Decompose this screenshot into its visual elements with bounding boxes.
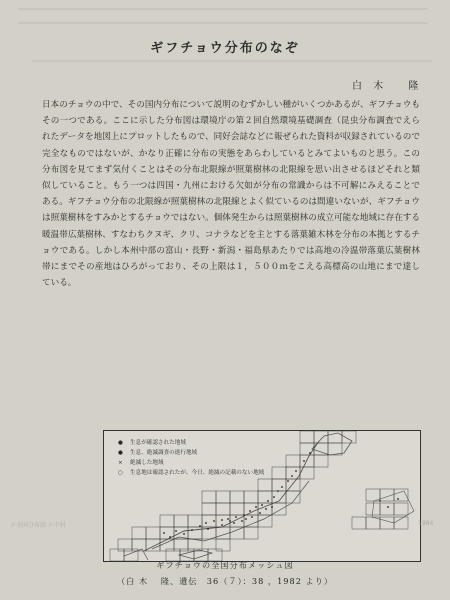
- occurrence-point: [271, 506, 273, 508]
- mesh-cell: [244, 515, 258, 527]
- occurrence-point: [183, 533, 185, 535]
- mesh-cell: [258, 515, 272, 527]
- occurrence-point: [205, 522, 207, 524]
- occurrence-point: [163, 532, 165, 534]
- occurrence-point: [295, 470, 297, 472]
- legend-symbol: ●: [118, 440, 123, 446]
- occurrence-point: [207, 528, 209, 530]
- mesh-cell: [244, 503, 258, 515]
- occurrence-point: [261, 504, 263, 506]
- body-paragraph: 日本のチョウの中で、その国内分布について説明のむずかしい種がいくつかあるが、ギフチョウもその一つである。ここに示した分布図は環境庁の第２回自然環境基礎調査（昆虫分布調査でえられたデータを地図上にプロットしたもので、同好会誌などに報ぜられた資料が収録されているので完全なものではないが、かなり正確に分布の実態をあらわしているとみてよいものと思う。この分布図を見てまず気付くことはその分布北限線が照葉樹林の北限線を思い出させるほどそれと類似していること。もう一つは四国・九州における欠如が分布の常識からは不可解にみえることである。ギフチョウ分布の北限線が照葉樹林の北限線とよく似ているのは間違いないが、ギフチョウは照葉樹林をすみかとするチョウではない。個体発生からは照葉樹林の成立可能な地域に存在する暖温帯広葉樹林、すなわちクヌギ、クリ、コナラなどを主とする落葉雑木林を分布の本拠とするチョウである。しかし本州中部の富山・長野・新潟・福島県あたりでは高地の冷温帯落葉広葉樹林帯にまでその産地はひろがっており、その上限は１，５００ｍをこえる高標高の山地にまで達している。: [42, 100, 420, 289]
- mesh-cell: [216, 491, 230, 503]
- mesh-cell: [328, 431, 342, 443]
- mesh-cell: [342, 431, 356, 443]
- mesh-cell: [244, 527, 258, 539]
- figure-source: （白 木 隆、遺伝 36（７）：38 ，1982 より）: [116, 576, 334, 586]
- mesh-cell: [188, 527, 202, 539]
- occurrence-point: [273, 496, 275, 498]
- occurrence-point: [233, 522, 235, 524]
- mesh-cell: [366, 489, 380, 501]
- shikoku-coastline: [179, 550, 212, 559]
- mesh-cell: [174, 515, 188, 527]
- occurrence-point: [221, 524, 223, 526]
- occurrence-point: [249, 510, 251, 512]
- mesh-cell: [230, 503, 244, 515]
- occurrence-point: [245, 518, 247, 520]
- legend-symbol: ×: [118, 460, 123, 466]
- legend-label: 絶滅した地域: [130, 460, 164, 466]
- occurrence-point: [199, 525, 201, 527]
- map-legend: [118, 438, 264, 478]
- mesh-cell: [314, 431, 328, 443]
- mesh-cell: [380, 503, 394, 515]
- occurrence-point: [213, 520, 215, 522]
- legend-item: [118, 448, 264, 458]
- hokkaido-coastline: [312, 433, 352, 455]
- mesh-cell: [216, 503, 230, 515]
- occurrence-point: [229, 520, 231, 522]
- author-name: 白 木 隆: [352, 81, 423, 92]
- mesh-cell: [394, 503, 408, 515]
- occurrence-point: [169, 536, 171, 538]
- bleed-through-line: [18, 22, 428, 24]
- occurrence-point: [281, 486, 283, 488]
- mesh-cell: [230, 491, 244, 503]
- mesh-cell: [380, 517, 394, 529]
- occurrence-point: [265, 508, 267, 510]
- occurrence-point: [267, 500, 269, 502]
- occurrence-point: [259, 512, 261, 514]
- mesh-cell: [258, 491, 272, 503]
- legend-item: [118, 438, 264, 448]
- occurrence-point: [277, 490, 279, 492]
- mesh-cell: [300, 431, 314, 443]
- legend-label: 生息、絶滅調査の進行地域: [130, 450, 198, 456]
- mesh-cell: [244, 491, 258, 503]
- legend-symbol: ○: [118, 470, 123, 476]
- occurrence-point: [175, 530, 177, 532]
- mesh-cell: [216, 515, 230, 527]
- mesh-cell: [352, 517, 366, 529]
- occurrence-point: [191, 529, 193, 531]
- mesh-cell: [314, 455, 328, 467]
- occurrence-point: [397, 498, 399, 500]
- mesh-cell: [272, 467, 286, 479]
- bleed-through-line: [32, 60, 432, 62]
- occurrence-point: [309, 452, 311, 454]
- mesh-cell: [230, 527, 244, 539]
- occurrence-point: [255, 506, 257, 508]
- mesh-cell: [258, 479, 272, 491]
- figure-caption: ギフチョウの全国分布メッシュ図: [156, 560, 294, 570]
- occurrence-point: [227, 518, 229, 520]
- legend-item: [118, 468, 264, 478]
- occurrence-point: [241, 520, 243, 522]
- legend-label: 生息地は確認されたが、今日、絶滅の記載のない地域: [130, 470, 265, 476]
- faded-footnote-year: 1984: [418, 520, 434, 527]
- occurrence-point: [287, 480, 289, 482]
- occurrence-point: [387, 506, 389, 508]
- mesh-cell: [202, 491, 216, 503]
- occurrence-point: [291, 475, 293, 477]
- legend-item: [118, 458, 264, 468]
- occurrence-point: [243, 514, 245, 516]
- legend-symbol: ●: [118, 450, 123, 456]
- occurrence-point: [235, 516, 237, 518]
- mesh-cell: [160, 515, 174, 527]
- occurrence-point: [379, 500, 381, 502]
- occurrence-point: [221, 519, 223, 521]
- mesh-cell: [146, 527, 160, 539]
- mesh-cell: [286, 455, 300, 467]
- distribution-map: [103, 430, 421, 562]
- mesh-cell: [272, 479, 286, 491]
- mesh-cell: [202, 503, 216, 515]
- body-text: [42, 97, 420, 291]
- faded-footnote: ＊全国分布図 ＊中村: [10, 522, 66, 529]
- occurrence-point: [251, 516, 253, 518]
- mesh-cell: [132, 527, 146, 539]
- occurrence-point: [303, 460, 305, 462]
- inset-coastline: [372, 491, 414, 523]
- page-title: ギフチョウ分布のなぞ: [150, 41, 300, 56]
- legend-label: 生息が確認された地域: [130, 440, 186, 446]
- bleed-through-line: [18, 8, 428, 10]
